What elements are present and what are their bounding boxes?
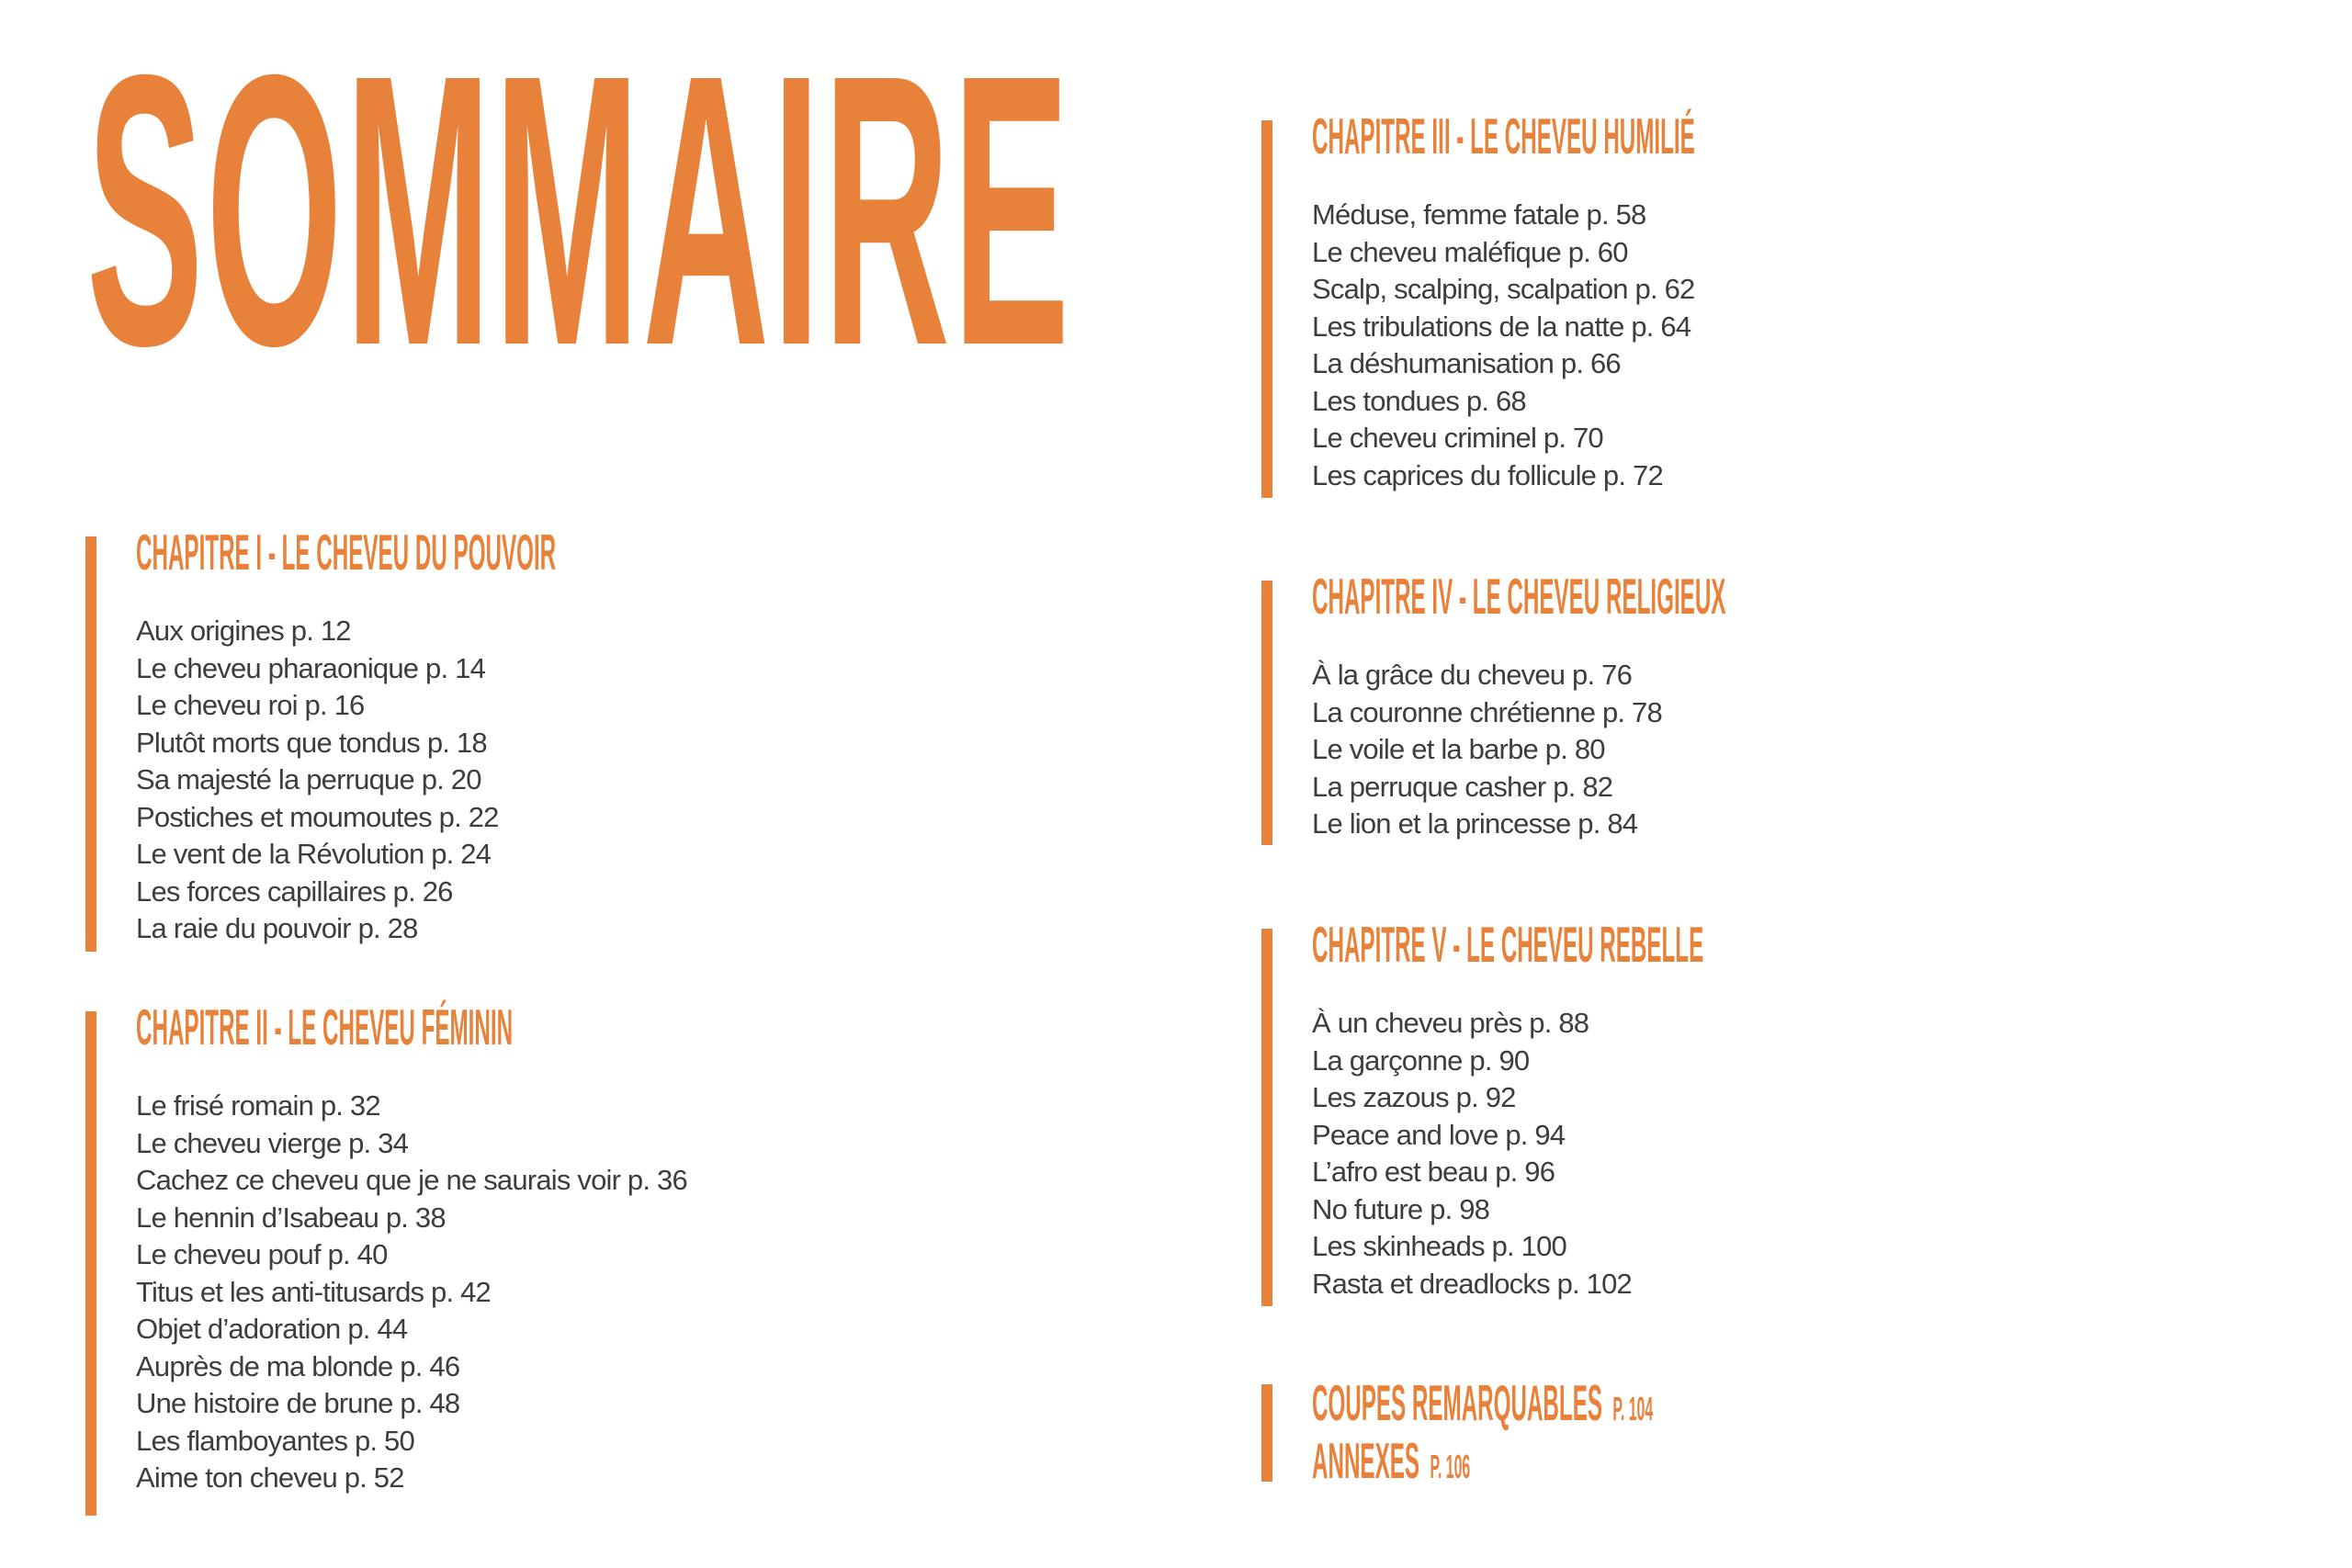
toc-entry: Méduse, femme fatale p. 58 — [1312, 198, 1646, 231]
toc-entry: Le voile et la barbe p. 80 — [1312, 733, 1605, 765]
coupes-remarquables-line — [1312, 1374, 2087, 1432]
chapter-2-heading: CHAPITRE II - LE CHEVEU FÉMININ — [136, 998, 514, 1055]
toc-entry: La couronne chrétienne p. 78 — [1312, 695, 1662, 728]
toc-entry: Le cheveu pharaonique p. 14 — [136, 651, 486, 684]
coupes-remarquables-label: COUPES REMARQUABLES — [1312, 1374, 1602, 1431]
toc-entry: Le cheveu criminel p. 70 — [1312, 422, 1603, 454]
toc-entry: Le cheveu roi p. 16 — [136, 689, 365, 721]
toc-entry: Les tribulations de la natte p. 64 — [1312, 310, 1691, 343]
toc-entry: Le cheveu maléfique p. 60 — [1312, 235, 1628, 268]
chapter-5-entries — [1261, 929, 1632, 1303]
toc-entry: Titus et les anti-titusards p. 42 — [136, 1275, 491, 1308]
annexes-label: ANNEXES — [1312, 1432, 1419, 1489]
chapter-1-heading: CHAPITRE I - LE CHEVEU DU POUVOIR — [136, 524, 557, 581]
chapter-2-accent-bar — [85, 1011, 96, 1516]
chapter-1-accent-bar — [85, 536, 96, 952]
toc-entry: Les zazous p. 92 — [1312, 1081, 1516, 1113]
chapter-5-block — [1261, 916, 1704, 1303]
toc-entry: Sa majesté la perruque p. 20 — [136, 763, 481, 795]
toc-entry: Les tondues p. 68 — [1312, 384, 1526, 417]
annexes-line — [1312, 1432, 2087, 1490]
toc-entry: Rasta et dreadlocks p. 102 — [1312, 1267, 1632, 1300]
coupes-remarquables-page-ref: P. 104 — [1612, 1390, 1654, 1427]
toc-entry: À la grâce du cheveu p. 76 — [1312, 659, 1633, 691]
chapter-4-block — [1261, 568, 1726, 843]
end-matter-accent-bar — [1261, 1384, 1272, 1482]
toc-entry: Postiches et moumoutes p. 22 — [136, 800, 499, 833]
toc-entry: Les caprices du follicule p. 72 — [1312, 458, 1663, 491]
toc-entry: Aux origines p. 12 — [136, 615, 351, 647]
end-matter-lines — [1312, 1374, 2087, 1490]
toc-entry: La raie du pouvoir p. 28 — [136, 912, 418, 944]
toc-entry: Plutôt morts que tondus p. 18 — [136, 726, 487, 759]
chapter-3-block — [1261, 107, 1695, 494]
toc-entry: La garçonne p. 90 — [1312, 1043, 1530, 1077]
toc-entry: Auprès de ma blonde p. 46 — [136, 1349, 460, 1382]
toc-entry: Objet d’adoration p. 44 — [136, 1313, 408, 1345]
chapter-5-heading: CHAPITRE V - LE CHEVEU REBELLE — [1312, 916, 1704, 973]
chapter-1-entries — [85, 536, 499, 948]
toc-entry: Scalp, scalping, scalpation p. 62 — [1312, 273, 1695, 305]
toc-entry: Cachez ce cheveu que je ne saurais voir p. 36 — [136, 1164, 687, 1196]
chapter-1-block — [85, 524, 557, 948]
chapter-2-entries — [85, 1011, 687, 1497]
toc-entry: À un cheveu près p. 88 — [1312, 1007, 1589, 1039]
chapter-3-entries — [1261, 120, 1695, 494]
toc-entry: Les skinheads p. 100 — [1312, 1230, 1566, 1262]
toc-entry: Le cheveu vierge p. 34 — [136, 1126, 409, 1159]
toc-entry: Le cheveu pouf p. 40 — [136, 1238, 388, 1270]
toc-entry: Une histoire de brune p. 48 — [136, 1387, 460, 1419]
toc-entry: No future p. 98 — [1312, 1192, 1490, 1225]
toc-entry: La perruque casher p. 82 — [1312, 770, 1613, 803]
chapter-2-block — [85, 998, 687, 1497]
chapter-3-heading: CHAPITRE III - LE CHEVEU HUMILIÉ — [1312, 107, 1695, 164]
toc-entry: Peace and love p. 94 — [1312, 1118, 1566, 1151]
toc-entry: Les flamboyantes p. 50 — [136, 1424, 414, 1457]
annexes-page-ref: P. 106 — [1430, 1448, 1471, 1485]
chapter-5-accent-bar — [1261, 929, 1272, 1306]
toc-entry: Le frisé romain p. 32 — [136, 1089, 380, 1122]
toc-entry: Aime ton cheveu p. 52 — [136, 1461, 404, 1494]
toc-entry: Le vent de la Révolution p. 24 — [136, 838, 492, 870]
chapter-4-accent-bar — [1261, 581, 1272, 845]
toc-entry: La déshumanisation p. 66 — [1312, 347, 1621, 379]
chapter-4-heading: CHAPITRE IV - LE CHEVEU RELIGIEUX — [1312, 568, 1726, 625]
page-title: SOMMAIRE — [86, 0, 1072, 426]
toc-entry: Le hennin d’Isabeau p. 38 — [136, 1201, 446, 1234]
toc-entry: Le lion et la princesse p. 84 — [1312, 807, 1638, 840]
chapter-3-accent-bar — [1261, 120, 1272, 498]
toc-entry: Les forces capillaires p. 26 — [136, 874, 453, 908]
toc-entry: L’afro est beau p. 96 — [1312, 1156, 1555, 1188]
